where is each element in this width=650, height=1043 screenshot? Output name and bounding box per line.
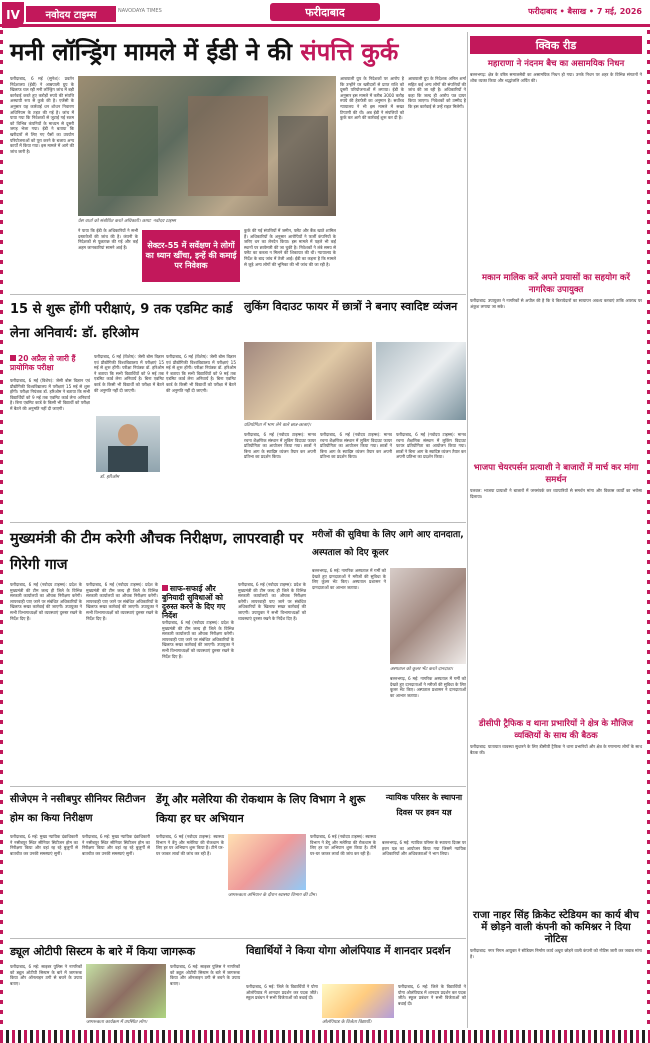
bullet-square-icon (162, 585, 168, 591)
story3-photo-2 (376, 342, 466, 420)
lead-body-col4: आम्रपाली ग्रुप के निदेशकों पर आरोप है कि उन्होंने घर खरीदारों से प्राप्त राशि को दूसरी परियोजनाओं में लगाया। ईडी के अनुसार इस मामले में करीब 3000 करोड़ रुपये की हेराफेरी का अनुमान है। सर्वोच्च न्यायालय ने भी इस मामले में सख्त टिप्पणी की थी। अब ईडी ने संपत्तियों को कुर्क कर आगे की कार्रवाई शुरू कर दी है। (340, 76, 404, 121)
left-registration-marks (0, 30, 3, 1030)
lead-body-col2b: कुर्क की गई संपत्तियों में जमीन, फ्लैट और बैंक खाते शामिल हैं। अधिकारियों के अनुसार आरोपियों ने फर्जी कंपनियों के जरिए धन का लेनदेन किया। इस मामले में पहले भी कई स्थानों पर छापेमारी की जा चुकी है। निवेशकों ने लंबे समय से फ्लैट का कब्जा न मिलने की शिकायत की थी। न्यायालय के निर्देश के बाद जांच में तेजी आई। ईडी का कहना है कि मामले से जुड़े अन्य लोगों की भूमिका की भी जांच की जा रही है। (244, 228, 336, 267)
story2-body-col2: फरीदाबाद, 6 मई (विशेष): जेसी बोस विज्ञान एवं प्रौद्योगिकी विश्वविद्यालय में परीक्षाएं 15 मई से शुरू होंगी। परीक्षा नियंत्रक डॉ. हरिओम ने बताया कि सभी विद्यार्थियों को 9 मई तक एडमिट कार्ड लेना अनिवार्य है। बिना एडमिट कार्ड के किसी भी विद्यार्थी को परीक्षा में बैठने की अनुमति नहीं दी जाएगी। (94, 354, 164, 393)
masthead-small: NAVODAYA TIMES (118, 8, 162, 14)
story6-photo (390, 568, 466, 664)
story2-portrait-caption: डॉ. हरिओम (100, 475, 120, 480)
story10-photo (86, 964, 166, 1018)
story2-headline: 15 से शुरू होंगी परीक्षाएं, 9 तक एडमिट कार्ड लेना अनिवार्य: डॉ. हरिओम (10, 302, 233, 341)
right-story5-headline: राजा नाहर सिंह क्रिकेट स्टेडियम का कार्य बीच में छोड़ने वाली कंपनी को कमिश्नर ने दिया नोटिस (473, 910, 639, 945)
story3-photo (244, 342, 372, 420)
column-rule (467, 32, 468, 1028)
story6-body-col2: बल्लभगढ़, 6 मई: नागरिक अस्पताल में गर्मी को देखते हुए दानदाताओं ने मरीजों की सुविधा के लिए कूलर भेंट किए। अस्पताल प्रशासन ने दानदाताओं का आभार जताया। (390, 676, 466, 698)
lead-body-col5: आम्रपाली ग्रुप के निदेशक अनिल शर्मा सहित कई अन्य लोगों की संपत्तियों की जांच की जा रही है। अधिकारियों ने कहा कि जल्द ही आरोप पत्र दायर किया जाएगा। निवेशकों को उम्मीद है कि इस कार्रवाई से उन्हें राहत मिलेगी। (408, 76, 466, 109)
story2-body-col3: फरीदाबाद, 6 मई (विशेष): जेसी बोस विज्ञान एवं प्रौद्योगिकी विश्वविद्यालय में परीक्षाएं 15 मई से शुरू होंगी। परीक्षा नियंत्रक डॉ. हरिओम ने बताया कि सभी विद्यार्थियों को 9 मई तक एडमिट कार्ड लेना अनिवार्य है। बिना एडमिट कार्ड के किसी भी विद्यार्थी को परीक्षा में बैठने की अनुमति नहीं दी जाएगी। (166, 354, 236, 393)
story5-callout (162, 584, 234, 620)
story7-body-col2: फरीदाबाद, 6 मई: मुख्य न्यायिक दंडाधिकारी ने नसीबपुर स्थित सीनियर सिटीजन होम का निरीक्षण किया और वहां रह रहे बुजुर्गों से बातचीत कर उनकी समस्याएं सुनीं। (82, 834, 150, 856)
right-story2-body: फरीदाबाद: उपायुक्त ने नागरिकों से अपील की है कि वे किरायेदारों का सत्यापन अवश्य करवाएं ताकि अपराध पर अंकुश लगाया जा सके। (470, 298, 642, 309)
right-story2-headline: मकान मालिक करें अपने प्रयासों का सहयोग करें नागरिकः उपायुक्त (482, 273, 630, 295)
lead-callout: सेक्टर-55 में सर्वेक्षण ने लोगों का ध्यान खींचा, इन्हें की कमाई पर निवेशक (142, 230, 240, 282)
story10-headline: ड्यूल ओटीपी सिस्टम के बारे में किया जागरूक (10, 945, 196, 958)
right-story3-body: पलवल: भाजपा प्रत्याशी ने बाजारों में जनसंपर्क कर व्यापारियों से समर्थन मांगा और विकास कार्यों का भरोसा दिलाया। (470, 488, 642, 499)
story8-body-col2: फरीदाबाद, 6 मई (नवोदय टाइम्स): स्वास्थ्य विभाग ने डेंगू और मलेरिया की रोकथाम के लिए हर घर अभियान शुरू किया है। टीमें घर-घर जाकर लार्वा की जांच कर रही हैं। (310, 834, 376, 856)
story5-callout-text: साफ-सफाई और बुनियादी सुविधाओं को दुरुस्त करने के दिए गए निर्देश (162, 584, 226, 620)
dateline: फरीदाबाद • बैसाख • 7 मई, 2026 (528, 7, 642, 16)
story3-body-col3: फरीदाबाद, 6 मई (नवोदय टाइम्स): मानव रचना शैक्षणिक संस्थान में लुकिंग विदाउट फायर प्रतियोगिता का आयोजन किया गया। छात्रों ने बिना आग के स्वादिष्ट व्यंजन तैयार कर अपनी प्रतिभा का प्रदर्शन किया। (396, 432, 466, 460)
story8-body-col1: फरीदाबाद, 6 मई (नवोदय टाइम्स): स्वास्थ्य विभाग ने डेंगू और मलेरिया की रोकथाम के लिए हर घर अभियान शुरू किया है। टीमें घर-घर जाकर लार्वा की जांच कर रही हैं। (156, 834, 224, 856)
story3-photo-caption: प्रतियोगिता में भाग लेने वाले छात्र-छात्राएं। (244, 423, 312, 428)
story11-headline: विद्यार्थियों ने किया योगा ओलंपियाड में शानदार प्रदर्शन (246, 945, 451, 957)
story5-body-col4: फरीदाबाद, 6 मई (नवोदय टाइम्स): प्रदेश के मुख्यमंत्री की टीम जल्द ही जिले के विभिन्न सरकारी कार्यालयों का औचक निरीक्षण करेगी। लापरवाही पाए जाने पर संबंधित अधिकारियों के खिलाफ सख्त कार्रवाई की जाएगी। उपायुक्त ने सभी विभागाध्यक्षों को व्यवस्थाएं दुरुस्त रखने के निर्देश दिए हैं। (238, 582, 306, 621)
story10-photo-caption: जागरूकता कार्यक्रम में उपस्थित लोग। (86, 1020, 148, 1025)
story3-body-col2: फरीदाबाद, 6 मई (नवोदय टाइम्स): मानव रचना शैक्षणिक संस्थान में लुकिंग विदाउट फायर प्रतियोगिता का आयोजन किया गया। छात्रों ने बिना आग के स्वादिष्ट व्यंजन तैयार कर अपनी प्रतिभा का प्रदर्शन किया। (320, 432, 392, 460)
right-story5-body: फरीदाबाद: नगर निगम आयुक्त ने स्टेडियम निर्माण कार्य अधूरा छोड़ने वाली कंपनी को नोटिस जारी कर जवाब मांगा है। (470, 948, 642, 959)
right-story1-body: बल्लभगढ़: क्षेत्र के वरिष्ठ समाजसेवी का असामयिक निधन हो गया। उनके निधन पर शहर के विभिन्न संगठनों ने शोक व्यक्त किया और श्रद्धांजलि अर्पित की। (470, 72, 642, 83)
story5-body-col3: फरीदाबाद, 6 मई (नवोदय टाइम्स): प्रदेश के मुख्यमंत्री की टीम जल्द ही जिले के विभिन्न सरकारी कार्यालयों का औचक निरीक्षण करेगी। लापरवाही पाए जाने पर संबंधित अधिकारियों के खिलाफ सख्त कार्रवाई की जाएगी। उपायुक्त ने सभी विभागाध्यक्षों को व्यवस्थाएं दुरुस्त रखने के निर्देश दिए हैं। (162, 620, 234, 659)
right-story4-body: फरीदाबाद: यातायात व्यवस्था सुधारने के लिए डीसीपी ट्रैफिक ने थाना प्रभारियों और क्षेत्र के गणमान्य लोगों के साथ बैठक की। (470, 744, 642, 755)
story5-headline: मुख्यमंत्री की टीम करेगी औचक निरीक्षण, लापरवाही पर गिरेगी गाज (10, 531, 304, 573)
lead-headline (10, 32, 465, 72)
separator (10, 938, 466, 939)
lead-body-col1: फरीदाबाद, 6 मई (सुनेश): प्रवर्तन निदेशालय (ईडी) ने आम्रपाली ग्रुप के खिलाफ चल रही मनी लॉन्ड्रिंग जांच में बड़ी कार्रवाई करते हुए करोड़ों रुपये की संपत्ति अस्थायी रूप से कुर्क की है। एजेंसी के अनुसार यह कार्रवाई धन शोधन निवारण अधिनियम के तहत की गई है। जांच में पाया गया कि निवेशकों से जुटाई गई रकम को विभिन्न कंपनियों के माध्यम से दूसरी जगह भेजा गया। ईडी ने बताया कि खरीदारों से लिए गए पैसों का उपयोग परियोजनाओं को पूरा करने के बजाय अन्य कार्यों में किया गया। इस मामले में आगे की जांच जारी है। (10, 76, 74, 154)
story6-headline: मरीजों की सुविधा के लिए आगे आए दानदाता, अस्पताल को दिए कूलर (312, 530, 464, 558)
story3-body-col1: फरीदाबाद, 6 मई (नवोदय टाइम्स): मानव रचना शैक्षणिक संस्थान में लुकिंग विदाउट फायर प्रतियोगिता का आयोजन किया गया। छात्रों ने बिना आग के स्वादिष्ट व्यंजन तैयार कर अपनी प्रतिभा का प्रदर्शन किया। (244, 432, 316, 460)
story11-photo-caption: ओलंपियाड के विजेता विद्यार्थी। (322, 1020, 372, 1025)
story5-body-col1: फरीदाबाद, 6 मई (नवोदय टाइम्स): प्रदेश के मुख्यमंत्री की टीम जल्द ही जिले के विभिन्न सरकारी कार्यालयों का औचक निरीक्षण करेगी। लापरवाही पाए जाने पर संबंधित अधिकारियों के खिलाफ सख्त कार्रवाई की जाएगी। उपायुक्त ने सभी विभागाध्यक्षों को व्यवस्थाएं दुरुस्त रखने के निर्देश दिए हैं। (10, 582, 82, 621)
right-story4-headline: डीसीपी ट्रैफिक व थाना प्रभारियों ने क्षेत्र के मौजिज व्यक्तियों के साथ की बैठक (478, 719, 634, 741)
edition-tag: फरीदाबाद (270, 3, 380, 21)
lead-headline-accent: संपत्ति कुर्क (300, 38, 399, 66)
lead-body-col3: ने पाया कि ईडी के अधिकारियों ने सभी दस्तावेजों की जांच की है। कंपनी के निदेशकों से पूछताछ की गई और कई अहम जानकारियां सामने आई हैं। (78, 228, 138, 250)
story11-photo (322, 984, 394, 1018)
right-story1-headline: महाराणा ने नंदनम बैच का असामयिक निधन (487, 59, 625, 69)
separator (10, 786, 466, 787)
story2-subhead-text: 20 अप्रैल से जारी हैं प्रायोगिक परीक्षा (10, 354, 76, 372)
story11-body-col2: फरीदाबाद, 6 मई: जिले के विद्यार्थियों ने योगा ओलंपियाड में शानदार प्रदर्शन कर पदक जीते। स्कूल प्रबंधन ने सभी विजेताओं को बधाई दी। (398, 984, 466, 1006)
story9-body: बल्लभगढ़, 6 मई: न्यायिक परिसर के स्थापना दिवस पर हवन यज्ञ का आयोजन किया गया जिसमें न्यायिक अधिकारियों और अधिवक्ताओं ने भाग लिया। (382, 840, 466, 857)
story7-headline: सीजेएम ने नसीबपुर सीनियर सिटीजन होम का किया निरीक्षण (10, 794, 146, 824)
story8-photo-caption: जागरूकता अभियान के दौरान स्वास्थ्य विभाग की टीम। (228, 893, 317, 898)
story6-body-col1: बल्लभगढ़, 6 मई: नागरिक अस्पताल में गर्मी को देखते हुए दानदाताओं ने मरीजों की सुविधा के लिए कूलर भेंट किए। अस्पताल प्रशासन ने दानदाताओं का आभार जताया। (312, 568, 386, 590)
story2-portrait (96, 416, 160, 472)
story2-subhead (10, 354, 90, 374)
story2-body-col1: फरीदाबाद, 6 मई (विशेष): जेसी बोस विज्ञान एवं प्रौद्योगिकी विश्वविद्यालय में परीक्षाएं 15 मई से शुरू होंगी। परीक्षा नियंत्रक डॉ. हरिओम ने बताया कि सभी विद्यार्थियों को 9 मई तक एडमिट कार्ड लेना अनिवार्य है। बिना एडमिट कार्ड के किसी भी विद्यार्थी को परीक्षा में बैठने की अनुमति नहीं दी जाएगी। (10, 378, 90, 411)
story10-body-col2: फरीदाबाद, 6 मई: साइबर पुलिस ने नागरिकों को ड्यूल ओटीपी सिस्टम के बारे में जागरूक किया और ऑनलाइन ठगी से बचने के उपाय बताए। (170, 964, 240, 986)
story5-body-col2: फरीदाबाद, 6 मई (नवोदय टाइम्स): प्रदेश के मुख्यमंत्री की टीम जल्द ही जिले के विभिन्न सरकारी कार्यालयों का औचक निरीक्षण करेगी। लापरवाही पाए जाने पर संबंधित अधिकारियों के खिलाफ सख्त कार्रवाई की जाएगी। उपायुक्त ने सभी विभागाध्यक्षों को व्यवस्थाएं दुरुस्त रखने के निर्देश दिए हैं। (86, 582, 158, 621)
story6-photo-caption: अस्पताल को कूलर भेंट करते दानदाता। (390, 667, 453, 672)
story8-photo (228, 834, 306, 890)
right-story3-headline: भाजपा चेयरपर्सन प्रत्याशी ने बाजारों में मार्च कर मांगा समर्थन (473, 463, 639, 485)
story3-headline: लुकिंग विदाउट फायर में छात्रों ने बनाए स्वादिष्ट व्यंजन (244, 300, 458, 313)
quick-read-header: क्विक रीड (470, 36, 642, 54)
page-number: IV (2, 2, 24, 28)
lead-headline-main: मनी लॉन्ड्रिंग मामले में ईडी ने की (10, 38, 301, 66)
separator (10, 522, 466, 523)
story8-headline: डेंगू और मलेरिया की रोकथाम के लिए विभाग ने शुरू किया हर घर अभियान (156, 793, 366, 825)
story11-body-col1: फरीदाबाद, 6 मई: जिले के विद्यार्थियों ने योगा ओलंपियाड में शानदार प्रदर्शन कर पदक जीते। स्कूल प्रबंधन ने सभी विजेताओं को बधाई दी। (246, 984, 318, 1001)
color-registration-bar (0, 1030, 650, 1043)
bullet-square-icon (10, 355, 16, 361)
story9-headline: न्यायिक परिसर के स्थापना दिवस पर हवन यज्ञ (385, 793, 463, 817)
page-header (0, 0, 650, 30)
lead-photo (78, 76, 336, 216)
lead-photo-caption: प्रेस वार्ता को संबोधित करते अधिकारी। छाया: नवोदय टाइम्स (78, 219, 176, 224)
story7-body-col1: फरीदाबाद, 6 मई: मुख्य न्यायिक दंडाधिकारी ने नसीबपुर स्थित सीनियर सिटीजन होम का निरीक्षण किया और वहां रह रहे बुजुर्गों से बातचीत कर उनकी समस्याएं सुनीं। (10, 834, 78, 856)
separator (10, 294, 466, 295)
header-rule (0, 24, 650, 27)
story10-body-col1: फरीदाबाद, 6 मई: साइबर पुलिस ने नागरिकों को ड्यूल ओटीपी सिस्टम के बारे में जागरूक किया और ऑनलाइन ठगी से बचने के उपाय बताए। (10, 964, 82, 986)
masthead: नवोदय टाइम्स (26, 6, 116, 22)
